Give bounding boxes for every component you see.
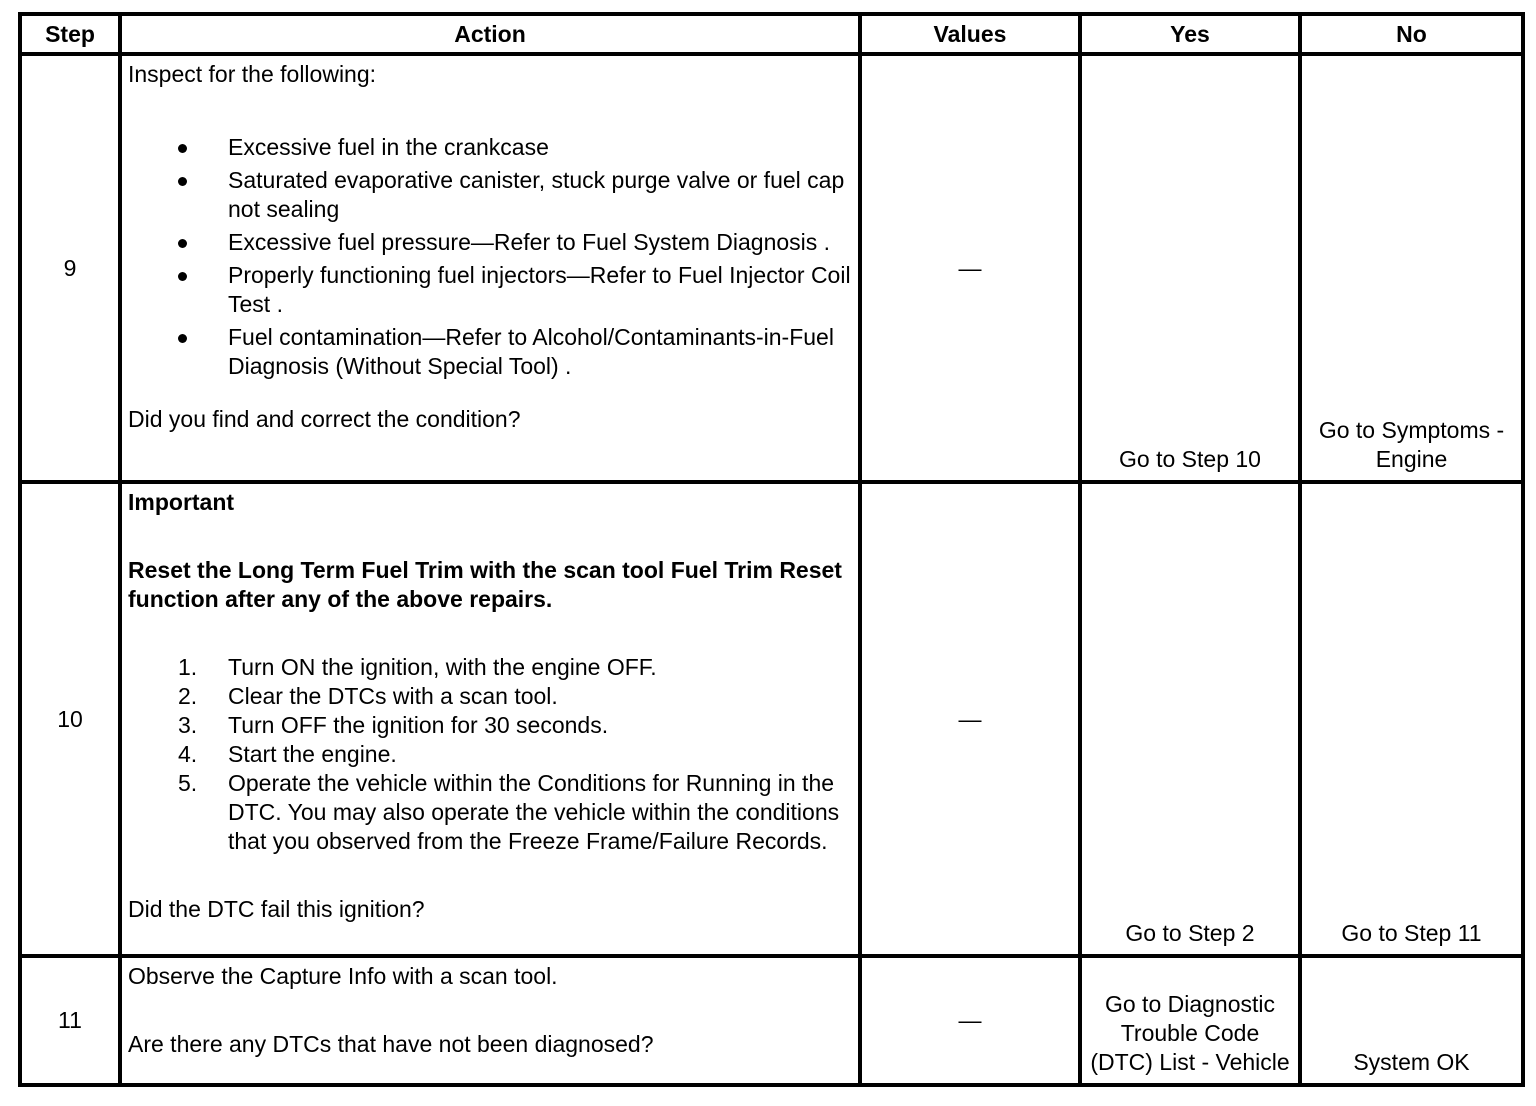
action-cell [120, 956, 860, 1085]
list-item: Excessive fuel in the crankcase [128, 133, 854, 162]
yes-cell: Go to Step 10 [1080, 54, 1300, 482]
yes-cell: Go to Diagnostic Trouble Code (DTC) List - Vehicle [1080, 956, 1300, 1085]
header-yes: Yes [1080, 14, 1300, 54]
values-cell: — [860, 54, 1080, 482]
list-item: Properly functioning fuel injectors—Refer to Fuel Injector Coil Test . [128, 261, 854, 319]
step-number: 10 [20, 482, 120, 956]
table-row-step-11 [20, 956, 1523, 1085]
table-row-step-10 [20, 482, 1523, 956]
list-item: 2. Clear the DTCs with a scan tool. [178, 683, 558, 709]
list-item: Excessive fuel pressure—Refer to Fuel System Diagnosis . [128, 228, 854, 257]
inspection-list [128, 133, 854, 381]
action-question: Did the DTC fail this ignition? [128, 896, 425, 922]
action-lead-text: Inspect for the following: [128, 61, 377, 87]
bullet-icon [178, 144, 187, 153]
values-cell: — [860, 482, 1080, 956]
yes-cell: Go to Step 2 [1080, 482, 1300, 956]
header-step: Step [20, 14, 120, 54]
action-cell [120, 54, 860, 482]
important-note: Reset the Long Term Fuel Trim with the scan tool Fuel Trim Reset function after any of the above repairs. [128, 557, 842, 612]
list-item: 1. Turn ON the ignition, with the engine OFF. [178, 654, 657, 680]
list-item: 4. Start the engine. [178, 741, 397, 767]
header-action: Action [120, 14, 860, 54]
action-lead-text: Observe the Capture Info with a scan tool. [128, 963, 558, 989]
action-question: Did you find and correct the condition? [128, 406, 521, 432]
list-item: Saturated evaporative canister, stuck purge valve or fuel cap not sealing [128, 166, 854, 224]
procedure-steps [128, 653, 854, 856]
header-row [20, 14, 1523, 54]
bullet-icon [178, 334, 187, 343]
bullet-icon [178, 177, 187, 186]
list-item: Fuel contamination—Refer to Alcohol/Contaminants-in-Fuel Diagnosis (Without Special Tool) . [128, 323, 854, 381]
header-no: No [1300, 14, 1523, 54]
step-number: 9 [20, 54, 120, 482]
action-question: Are there any DTCs that have not been diagnosed? [128, 1031, 654, 1057]
no-cell: Go to Step 11 [1300, 482, 1523, 956]
values-cell: — [860, 956, 1080, 1085]
table-row-step-9 [20, 54, 1523, 482]
important-title: Important [128, 489, 235, 515]
diagnostic-table [18, 12, 1525, 1087]
bullet-icon [178, 239, 187, 248]
bullet-icon [178, 272, 187, 281]
list-item: 3. Turn OFF the ignition for 30 seconds. [178, 712, 609, 738]
header-values: Values [860, 14, 1080, 54]
no-cell: System OK [1300, 956, 1523, 1085]
list-item: 5. Operate the vehicle within the Conditions for Running in the DTC. You may also operate the vehicle within the conditions that you observed from the Freeze Frame/Failure Records. [178, 770, 840, 854]
action-cell [120, 482, 860, 956]
no-cell: Go to Symptoms - Engine [1300, 54, 1523, 482]
step-number: 11 [20, 956, 120, 1085]
